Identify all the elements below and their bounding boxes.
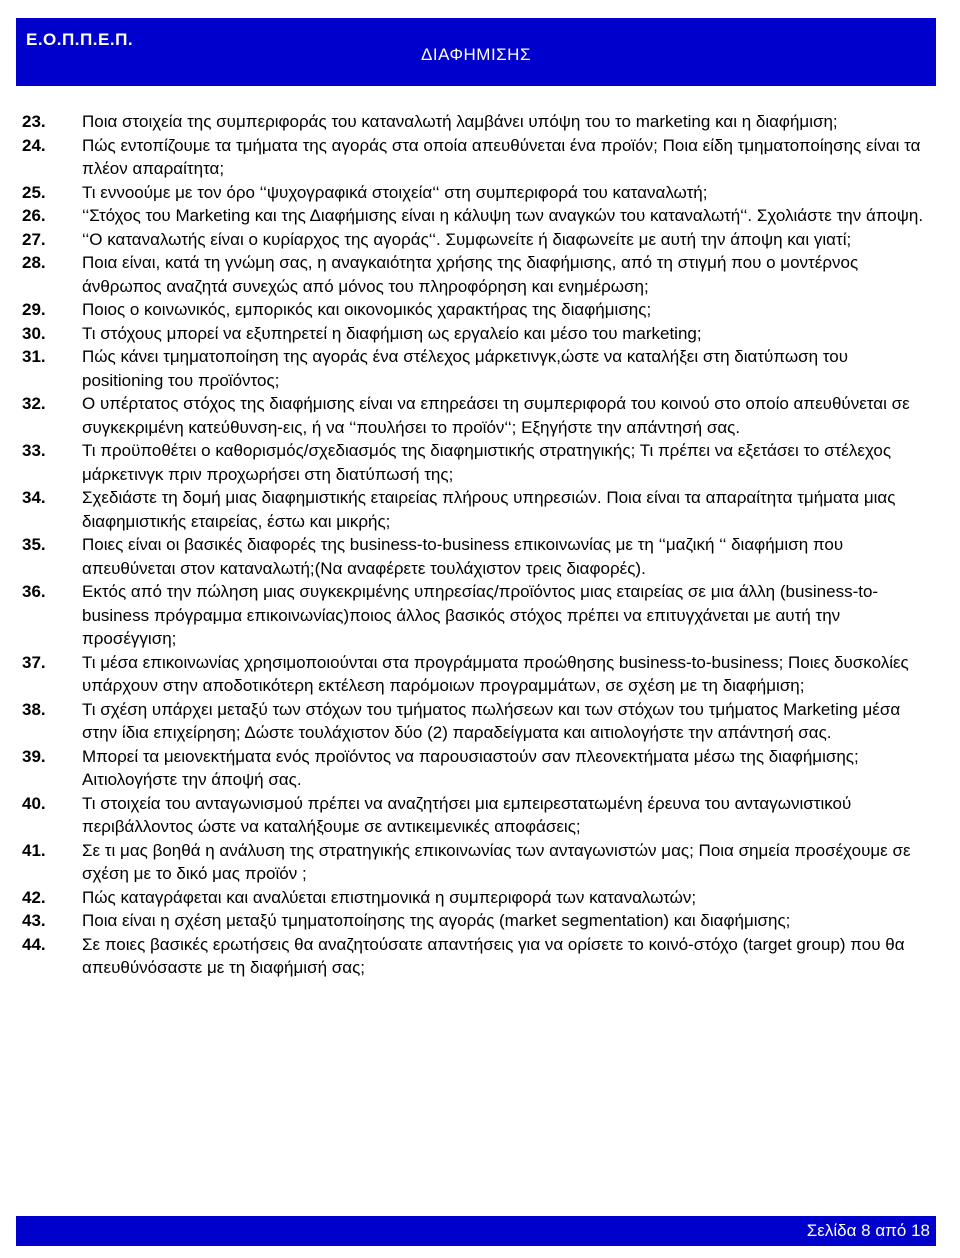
course-title: ΔΙΑΦΗΜΙΣΗΣ xyxy=(421,45,531,64)
question-number: 35. xyxy=(22,535,46,554)
question-number: 31. xyxy=(22,347,46,366)
question-text: Τι εννοούμε με τον όρο ‘‘ψυχογραφικά στοιχεία‘‘ στη συμπεριφορά του καταναλωτή; xyxy=(82,182,708,202)
question-text: Τι σχέση υπάρχει μεταξύ των στόχων του τμήματος πωλήσεων και των στόχων του τμήματος Marketing μέσα στην ίδια επιχείρηση; Δώστε τουλάχιστον δύο (2) παραδείγματα και αιτιολογήστε την απάντησή σας. xyxy=(82,699,901,742)
question-text: ‘‘Ο καταναλωτής είναι ο κυρίαρχος της αγοράς‘‘. Συμφωνείτε ή διαφωνείτε με αυτή την άποψη και γιατί; xyxy=(82,229,852,249)
question-number: 25. xyxy=(22,182,46,202)
question-item xyxy=(22,251,934,298)
question-item xyxy=(22,204,934,228)
question-text: Σε τι μας βοηθά η ανάλυση της στρατηγικής επικοινωνίας των ανταγωνιστών μας; Ποια σημεία προσέχουμε σε σχέση με το δικό μας προϊόν ; xyxy=(82,840,911,883)
question-text: Ποιος ο κοινωνικός, εμπορικός και οικονομικός χαρακτήρας της διαφήμισης; xyxy=(82,300,652,319)
question-number: 42. xyxy=(22,887,46,907)
question-text: Σε ποιες βασικές ερωτήσεις θα αναζητούσατε απαντήσεις για να ορίσετε το κοινό-στόχο (target group) που θα απευθύνόσαστε με τη διαφήμισή σας; xyxy=(82,934,905,977)
question-item xyxy=(22,298,934,322)
question-text: Τι προϋποθέτει ο καθορισμός/σχεδιασμός της διαφημιστικής στρατηγικής; Τι πρέπει να εξετάσει το στέλεχος μάρκετινγκ πριν προχωρήσει στη διατύπωσή της; xyxy=(82,441,892,484)
question-item xyxy=(22,322,934,346)
question-text: Πώς κάνει τμηματοποίηση της αγοράς ένα στέλεχος μάρκετινγκ,ώστε να καταλήξει στη διατύπωση του positioning του προϊόντος; xyxy=(82,347,849,390)
question-number: 26. xyxy=(22,206,46,225)
question-item xyxy=(22,792,934,839)
question-item xyxy=(22,909,934,933)
question-item xyxy=(22,886,934,910)
question-text: Ο υπέρτατος στόχος της διαφήμισης είναι να επηρεάσει τη συμπεριφορά του κοινού στο οποίο απευθύνεται σε συγκεκριμένη κατεύθυνση-εις, ή να ‘‘πουλήσει το προϊόν‘‘; Εξηγήστε την απάντησή σας. xyxy=(82,394,910,437)
page-number: Σελίδα 8 από 18 xyxy=(806,1221,930,1240)
question-list xyxy=(22,110,934,980)
question-number: 30. xyxy=(22,323,46,343)
question-number: 41. xyxy=(22,840,46,860)
question-item xyxy=(22,651,934,698)
question-item xyxy=(22,134,934,181)
question-item xyxy=(22,110,934,134)
question-text: Σχεδιάστε τη δομή μιας διαφημιστικής εταιρείας πλήρους υπηρεσιών. Ποια είναι τα απαραίτητα τμήματα μιας διαφημιστικής εταιρείας, έστω και μικρής; xyxy=(82,488,896,531)
question-number: 27. xyxy=(22,229,46,249)
question-text: Πώς καταγράφεται και αναλύεται επιστημονικά η συμπεριφορά των καταναλωτών; xyxy=(82,887,697,907)
question-text: ‘‘Στόχος του Marketing και της Διαφήμισης είναι η κάλυψη των αναγκών του καταναλωτή‘‘. Σχολιάστε την άποψη. xyxy=(82,206,924,225)
question-item xyxy=(22,933,934,980)
question-number: 38. xyxy=(22,699,46,719)
question-number: 34. xyxy=(22,488,46,507)
question-number: 32. xyxy=(22,394,46,413)
question-item xyxy=(22,486,934,533)
question-item xyxy=(22,439,934,486)
question-text: Μπορεί τα μειονεκτήματα ενός προϊόντος να παρουσιαστούν σαν πλεονεκτήματα μέσω της διαφήμισης; Αιτιολογήστε την άποψή σας. xyxy=(82,746,859,789)
question-item xyxy=(22,745,934,792)
question-number: 43. xyxy=(22,911,46,930)
question-number: 44. xyxy=(22,934,46,954)
organization-name: Ε.Ο.Π.Π.Ε.Π. xyxy=(26,30,134,49)
page-header xyxy=(16,18,936,86)
question-number: 39. xyxy=(22,746,46,766)
question-text: Τι στόχους μπορεί να εξυπηρετεί η διαφήμιση ως εργαλείο και μέσο του marketing; xyxy=(82,323,702,343)
question-text: Ποια στοιχεία της συμπεριφοράς του καταναλωτή λαμβάνει υπόψη του το marketing και η διαφήμιση; xyxy=(82,112,838,131)
question-item xyxy=(22,392,934,439)
question-number: 36. xyxy=(22,582,46,601)
question-item xyxy=(22,580,934,651)
question-item xyxy=(22,228,934,252)
question-text: Εκτός από την πώληση μιας συγκεκριμένης υπηρεσίας/προϊόντος μιας εταιρείας σε μια άλλη (business-to-business πρόγραμμα επικοινωνίας)ποιος άλλος βασικός στόχος πρέπει να επιτυγχάνεται με αυτή την προσέγγιση; xyxy=(82,582,879,648)
question-item xyxy=(22,698,934,745)
question-text: Ποια είναι, κατά τη γνώμη σας, η αναγκαιότητα χρήσης της διαφήμισης, από τη στιγμή που ο μοντέρνος άνθρωπος αναζητά συνεχώς από μόνος του πληροφόρηση και ενημέρωση; xyxy=(82,253,859,296)
question-item xyxy=(22,181,934,205)
question-text: Ποιες είναι οι βασικές διαφορές της business-to-business επικοινωνίας με τη ‘‘μαζική ‘‘ διαφήμιση που απευθύνεται στον καταναλωτή;(Να αναφέρετε τουλάχιστον τρεις διαφορές). xyxy=(82,535,844,578)
question-number: 23. xyxy=(22,112,46,131)
question-item xyxy=(22,533,934,580)
question-text: Πώς εντοπίζουμε τα τμήματα της αγοράς στα οποία απευθύνεται ένα προϊόν; Ποια είδη τμηματοποίησης είναι τα πλέον απαραίτητα; xyxy=(82,135,921,178)
question-number: 29. xyxy=(22,300,46,319)
question-item xyxy=(22,839,934,886)
question-text: Τι στοιχεία του ανταγωνισμού πρέπει να αναζητήσει μια εμπειρεστατωμένη έρευνα του ανταγωνιστικού περιβάλλοντος ώστε να καταλήξουμε σε αντικειμενικές αποφάσεις; xyxy=(82,793,852,836)
question-number: 24. xyxy=(22,135,46,155)
page-footer xyxy=(16,1216,936,1246)
question-number: 37. xyxy=(22,652,46,672)
question-number: 28. xyxy=(22,253,46,272)
question-number: 40. xyxy=(22,793,46,813)
question-text: Τι μέσα επικοινωνίας χρησιμοποιούνται στα προγράμματα προώθησης business-to-business; Ποιες δυσκολίες υπάρχουν στην αποδοτικότερη εκτέλεση παρόμοιων προγραμμάτων, σε σχέση με τη διαφήμιση; xyxy=(82,652,909,695)
question-text: Ποια είναι η σχέση μεταξύ τμηματοποίησης της αγοράς (market segmentation) και διαφήμισης; xyxy=(82,911,791,930)
question-number: 33. xyxy=(22,441,46,460)
question-item xyxy=(22,345,934,392)
